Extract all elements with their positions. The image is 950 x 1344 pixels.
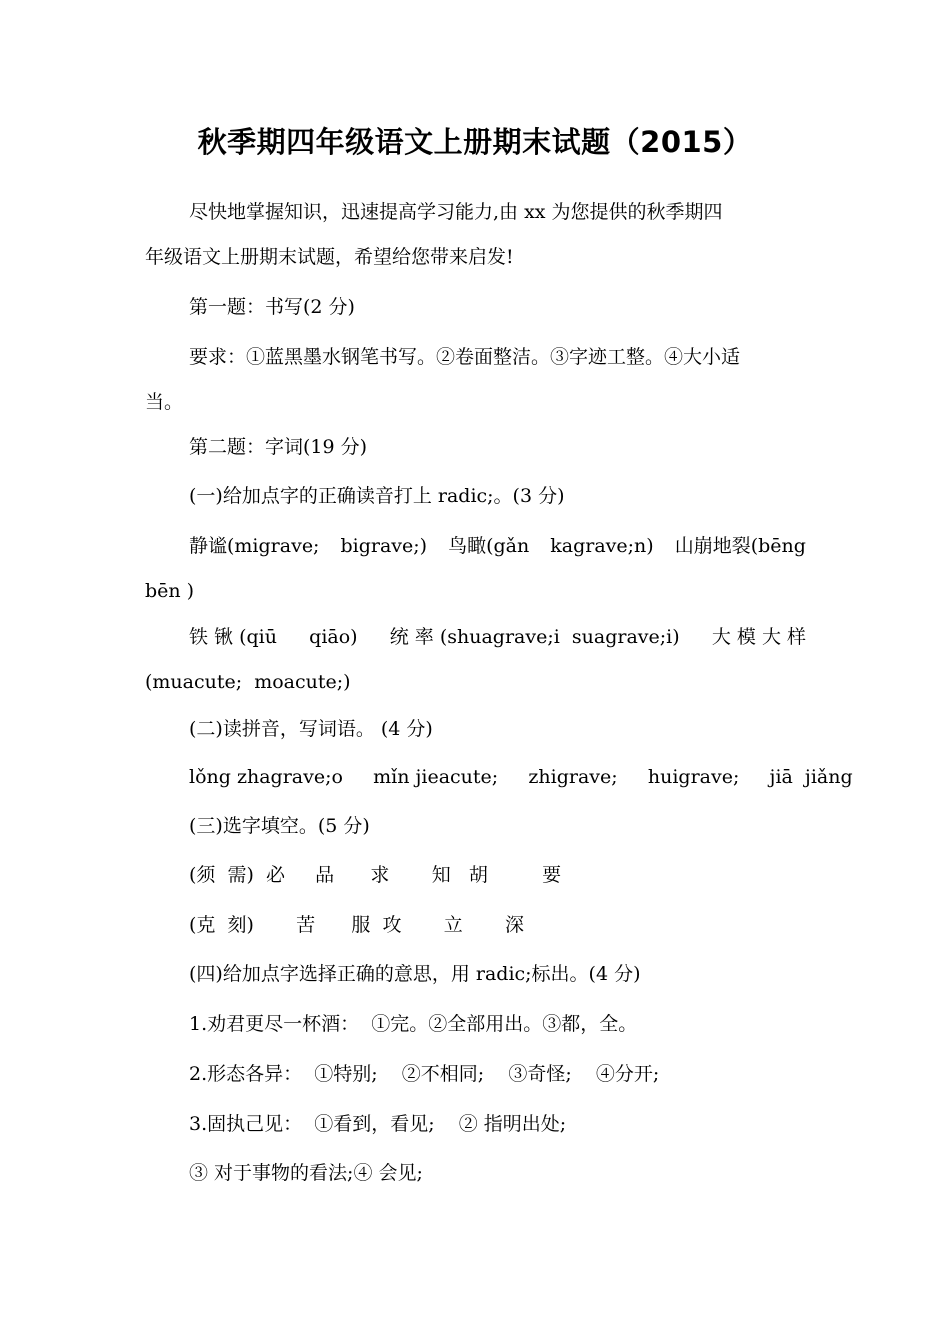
part-2-pinyin: lǒng zhagrave;o mǐn jieacute; zhigrave; huigrave; jiā jiǎng — [189, 766, 853, 788]
part-1-row-1-item: kagrave;n) — [550, 535, 654, 557]
part-4-item-1: 1.劝君更尽一杯酒： ①完。②全部用出。③都，全。 — [189, 1013, 638, 1035]
intro-line-2: 年级语文上册期末试题，希望给您带来启发! — [145, 246, 514, 268]
question-1-requirements-cont: 当。 — [145, 391, 184, 413]
document-title: 秋季期四年级语文上册期末试题（2015） — [197, 125, 753, 159]
part-2-heading: (二)读拼音，写词语。 (4 分) — [189, 718, 433, 740]
part-4-heading: (四)给加点字选择正确的意思，用 radic;标出。(4 分) — [189, 963, 641, 985]
part-1-row-1-item: 鸟瞰(gǎn — [448, 535, 530, 557]
part-1-heading: (一)给加点字的正确读音打上 radic;。(3 分) — [189, 485, 565, 507]
question-1-requirements: 要求：①蓝黑墨水钢笔书写。②卷面整洁。③字迹工整。④大小适 — [189, 346, 741, 368]
part-1-row-1-item: 山崩地裂(bēng — [674, 535, 806, 557]
question-1-heading: 第一题：书写(2 分) — [189, 296, 355, 318]
part-1-row-1-cont: bēn ) — [145, 580, 195, 602]
part-3-row-1: (须 需) 必 品 求 知 胡 要 — [189, 864, 562, 886]
part-1-row-2-item: 大 模 大 样 — [711, 626, 806, 648]
question-2-heading: 第二题：字词(19 分) — [189, 436, 368, 458]
part-1-row-2-item: 统 率 (shuagrave;i suagrave;i) — [389, 626, 680, 648]
part-4-item-3: 3.固执己见： ①看到，看见; ② 指明出处; — [189, 1113, 567, 1135]
part-1-row-2-item: 铁 锹 (qiū — [189, 626, 277, 648]
part-1-row-2-item: qiāo) — [309, 626, 358, 648]
part-1-row-2-cont: (muacute; moacute;) — [145, 671, 351, 693]
part-3-heading: (三)选字填空。(5 分) — [189, 815, 370, 837]
part-1-row-1 — [189, 531, 806, 561]
part-1-row-1-item: 静谧(migrave; — [189, 535, 320, 557]
part-4-item-2: 2.形态各异： ①特别; ②不相同; ③奇怪; ④分开; — [189, 1063, 660, 1085]
intro-line-1: 尽快地掌握知识，迅速提高学习能力,由 xx 为您提供的秋季期四 — [189, 201, 723, 223]
part-1-row-2 — [189, 622, 806, 652]
part-3-row-2: (克 刻) 苦 服 攻 立 深 — [189, 914, 525, 936]
part-1-row-1-item: bigrave;) — [340, 535, 428, 557]
part-4-item-3-cont: ③ 对于事物的看法;④ 会见; — [189, 1162, 423, 1184]
